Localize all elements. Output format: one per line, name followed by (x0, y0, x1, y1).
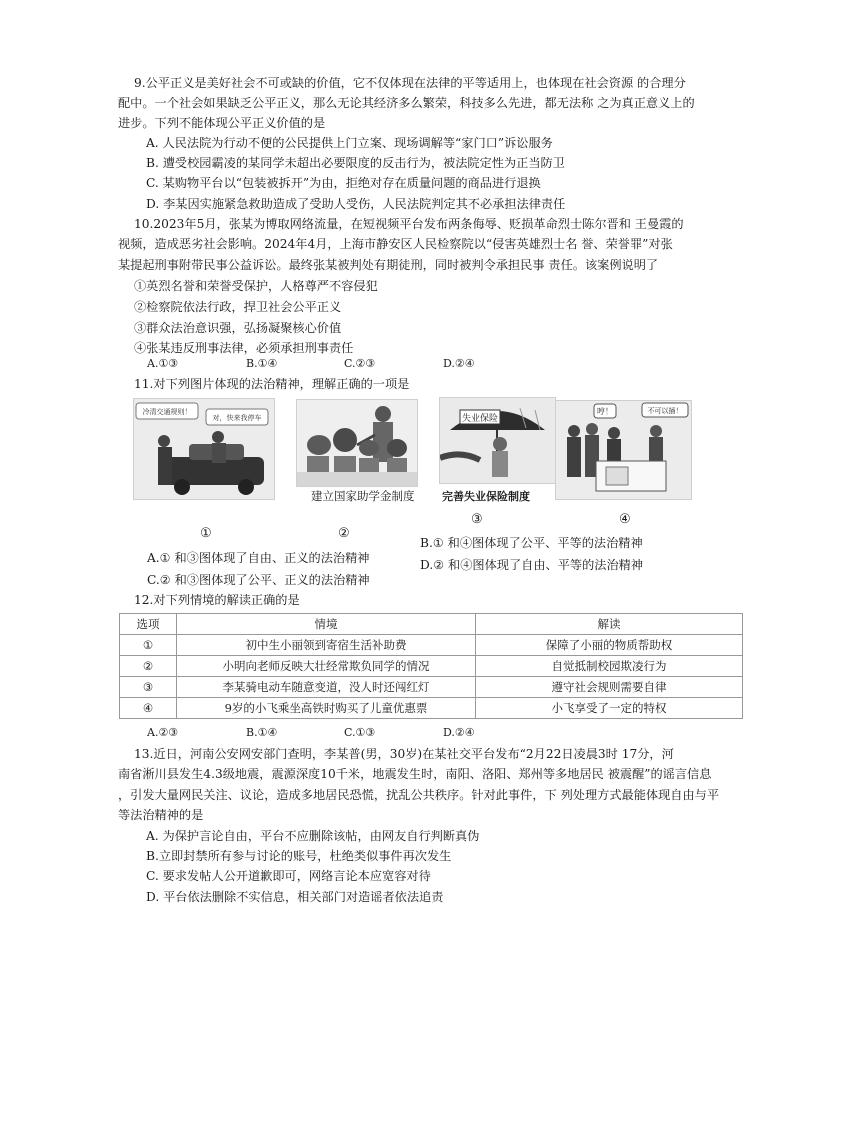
q9-stem-line3: 进步。下列不能体现公平正义价值的是 (118, 116, 326, 130)
fig3-sign-text: 失业保险 (461, 414, 499, 424)
figure-2-plants (296, 399, 418, 487)
q12-answer-d: D.②④ (443, 726, 475, 739)
q12-header-situation: 情境 (177, 614, 476, 635)
q10-answer-b: B.①④ (246, 357, 278, 370)
figure-4-queue (555, 400, 692, 500)
q13-option-d: D. 平台依法删除不实信息，相关部门对造谣者依法追责 (146, 890, 444, 904)
q10-item-2: ②检察院依法行政，捍卫社会公平正义 (134, 300, 342, 314)
q10-item-1: ①英烈名誉和荣誉受保护，人格尊严不容侵犯 (134, 279, 378, 293)
q13-stem-line4: 等法治精神的是 (118, 808, 204, 822)
q10-item-4: ④张某违反刑事法律，必须承担刑事责任 (134, 341, 354, 355)
q12-header-option: 选项 (120, 614, 177, 635)
table-row (120, 677, 743, 698)
q10-item-3: ③群众法治意识强，弘扬凝聚核心价值 (134, 321, 342, 335)
q9-option-c: C. 某购物平台以“包装被拆开”为由，拒绝对存在质量问题的商品进行退换 (146, 176, 541, 190)
q12-answer-b: B.①④ (246, 726, 278, 739)
figure-1-label: ① (200, 526, 212, 541)
q12-answer-c: C.①③ (344, 726, 376, 739)
q13-option-a: A. 为保护言论自由，平台不应删除该帖，由网友自行判断真伪 (146, 829, 480, 843)
q11-option-d: D.② 和④图体现了自由、平等的法治精神 (420, 558, 644, 572)
q9-option-d: D. 李某因实施紧急救助造成了受助人受伤，人民法院判定其不必承担法律责任 (146, 197, 566, 211)
q12-table (119, 613, 743, 719)
figure-4-label: ④ (619, 512, 631, 527)
q10-answer-d: D.②④ (443, 357, 475, 370)
q9-option-a: A. 人民法院为行动不便的公民提供上门立案、现场调解等“家门口”诉讼服务 (146, 136, 553, 150)
q13-stem-line3: ，引发大量网民关注、议论，造成多地居民恐慌，扰乱公共秩序。针对此事件，下 列处理方式最能体现自由与平 (118, 788, 720, 802)
q13-stem-line1: 13.近日，河南公安网安部门查明，李某普(男，30岁)在某社交平台发布“2月22日凌晨3时 17分，河 (134, 747, 674, 761)
q10-stem-line2: 视频，造成恶劣社会影响。2024年4月，上海市静安区人民检察院以“侵害英雄烈士名 誉、荣誉罪”对张 (118, 237, 673, 251)
q12-stem: 12.对下列情境的解读正确的是 (134, 593, 300, 607)
figure-2-label: ② (338, 526, 350, 541)
q12-row2-situation: 小明向老师反映大壮经常欺负同学的情况 (177, 656, 476, 677)
q12-row3-interpretation: 遵守社会规则需要自律 (476, 677, 743, 698)
q10-stem-line1: 10.2023年5月，张某为博取网络流量，在短视频平台发布两条侮辱、贬损革命烈士陈尔晋和 王曼霞的 (134, 217, 684, 231)
q10-stem-line3: 某提起刑事附带民事公益诉讼。最终张某被判处有期徒刑，同时被判令承担民事 责任。该案例说明了 (118, 258, 659, 272)
q13-option-b: B.立即封禁所有参与讨论的账号，杜绝类似事件再次发生 (146, 849, 452, 863)
fig4-bubble-1: 哼！ (597, 407, 613, 416)
q12-row4-interpretation: 小飞享受了一定的特权 (476, 698, 743, 719)
q9-option-b: B. 遭受校园霸凌的某同学未超出必要限度的反击行为，被法院定性为正当防卫 (146, 156, 565, 170)
q12-row1-option: ① (120, 635, 177, 656)
q13-stem-line2: 南省淅川县发生4.3级地震，震源深度10千米，地震发生时，南阳、洛阳、郑州等多地居民 被震醒”的谣言信息 (118, 767, 712, 781)
q11-stem: 11.对下列图片体现的法治精神，理解正确的一项是 (134, 377, 410, 391)
q11-option-c: C.② 和③图体现了公平、正义的法治精神 (147, 573, 370, 587)
q12-row1-interpretation: 保障了小丽的物质帮助权 (476, 635, 743, 656)
figure-3-caption: 完善失业保险制度 (442, 490, 530, 503)
fig1-speech-2: 对，快来我停车 (212, 414, 262, 422)
figure-1-traffic-police (133, 398, 275, 500)
q12-row4-situation: 9岁的小飞乘坐高铁时购买了儿童优惠票 (177, 698, 476, 719)
table-row (120, 698, 743, 719)
q12-table-header (120, 614, 743, 635)
q12-row3-situation: 李某骑电动车随意变道，没人时还闯红灯 (177, 677, 476, 698)
q11-option-a: A.① 和③图体现了自由、正义的法治精神 (147, 551, 370, 565)
fig1-speech-1: 冷清交通规则！ (142, 408, 192, 416)
q12-answer-a: A.②③ (147, 726, 179, 739)
q12-header-interpretation: 解读 (476, 614, 743, 635)
q12-row2-interpretation: 自觉抵制校园欺凌行为 (476, 656, 743, 677)
figure-3-label: ③ (471, 512, 483, 527)
q10-answer-c: C.②③ (344, 357, 376, 370)
q12-row3-option: ③ (120, 677, 177, 698)
q12-row2-option: ② (120, 656, 177, 677)
q11-option-b: B.① 和④图体现了公平、平等的法治精神 (420, 536, 643, 550)
q10-answer-a: A.①③ (147, 357, 179, 370)
q9-stem-line1: 9.公平正义是美好社会不可或缺的价值，它不仅体现在法律的平等适用上，也体现在社会资源 的合理分 (134, 76, 686, 90)
table-row (120, 635, 743, 656)
table-row (120, 656, 743, 677)
figure-2-caption: 建立国家助学金制度 (311, 489, 415, 503)
figure-3-umbrella (439, 397, 556, 484)
q12-row1-situation: 初中生小丽领到寄宿生活补助费 (177, 635, 476, 656)
fig4-bubble-2: 不可以插！ (647, 407, 683, 415)
q12-row4-option: ④ (120, 698, 177, 719)
q9-stem-line2: 配中。一个社会如果缺乏公平正义，那么无论其经济多么繁荣，科技多么先进，都无法称 之为真正意义上的 (118, 96, 695, 110)
q13-option-c: C. 要求发帖人公开道歉即可，网络言论本应宽容对待 (146, 869, 431, 883)
